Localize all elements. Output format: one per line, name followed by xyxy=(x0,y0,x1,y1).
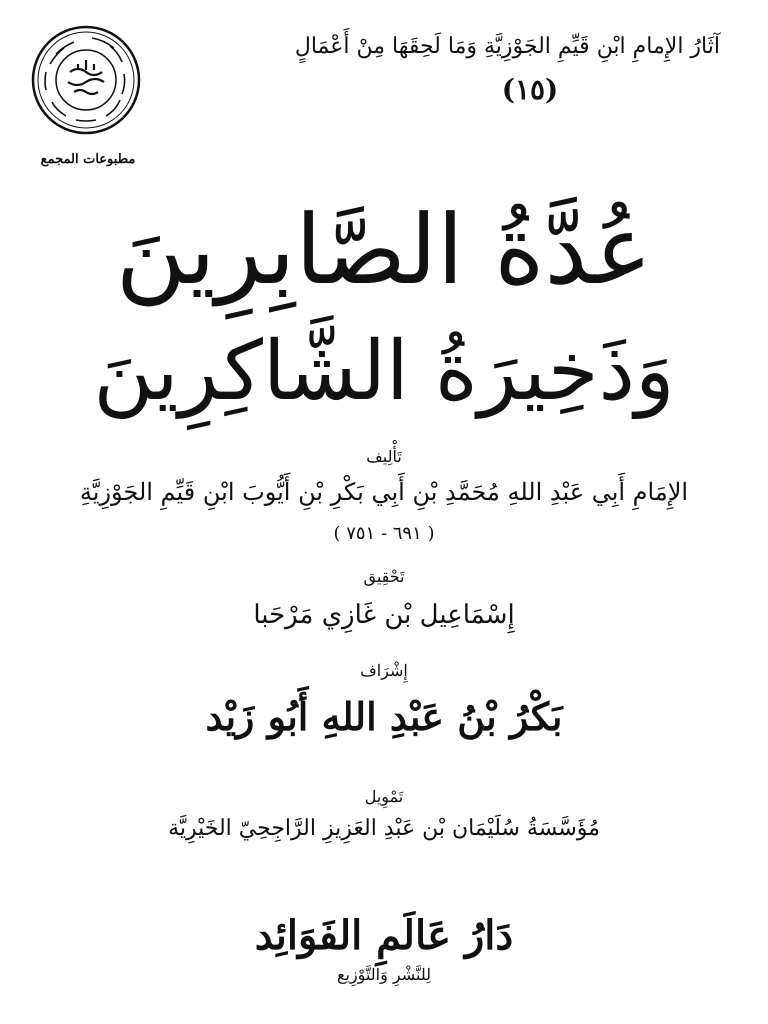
supervision-label: إِشْرَاف xyxy=(360,661,408,680)
book-title-line2: وَذَخِيرَةُ الشَّاكِرِينَ xyxy=(93,324,675,419)
publisher-name: دَارُ عَالَمِ الفَوَائِد xyxy=(254,912,514,959)
book-title-line1: عُدَّةُ الصَّابِرِينَ xyxy=(115,194,653,306)
series-header xyxy=(294,30,720,110)
supervisor-name: بَكْرُ بْنُ عَبْدِ اللهِ أَبُو زَيْد xyxy=(205,694,563,739)
funding-label: تَمْوِيل xyxy=(364,787,404,806)
editor-label: تَحْقِيق xyxy=(363,567,405,586)
publisher-subtitle: لِلنَّشْرِ وَالتَّوْزِيع xyxy=(336,965,432,984)
editor-name: إِسْمَاعِيل بْن غَازِي مَرْحَبا xyxy=(253,600,515,630)
academy-seal-logo xyxy=(30,24,142,136)
seal-caption: مطبوعات المجمع xyxy=(40,152,136,167)
authorship-label: تَأْلِيف xyxy=(366,447,402,466)
series-number: (١٥) xyxy=(501,73,559,106)
author-dates: ( ٦٩١ - ٧٥١ ) xyxy=(333,523,435,544)
series-title: آثَارُ الإِمامِ ابْنِ قَيِّمِ الجَوْزِيَّةِ وَمَا لَحِقَهَا مِنْ أَعْمَالٍ xyxy=(294,34,720,59)
funder-name: مُؤَسَّسَةُ سُلَيْمَان بْن عَبْدِ العَزِيزِ الرَّاجِحِيّ الخَيْرِيَّة xyxy=(168,816,600,841)
author-name: الإِمَامِ أَبِي عَبْدِ اللهِ مُحَمَّدِ بْنِ أَبِي بَكْرِ بْنِ أَيُّوبَ ابْنِ قَيِّمِ الجَوْزِيَّةِ xyxy=(79,478,689,506)
